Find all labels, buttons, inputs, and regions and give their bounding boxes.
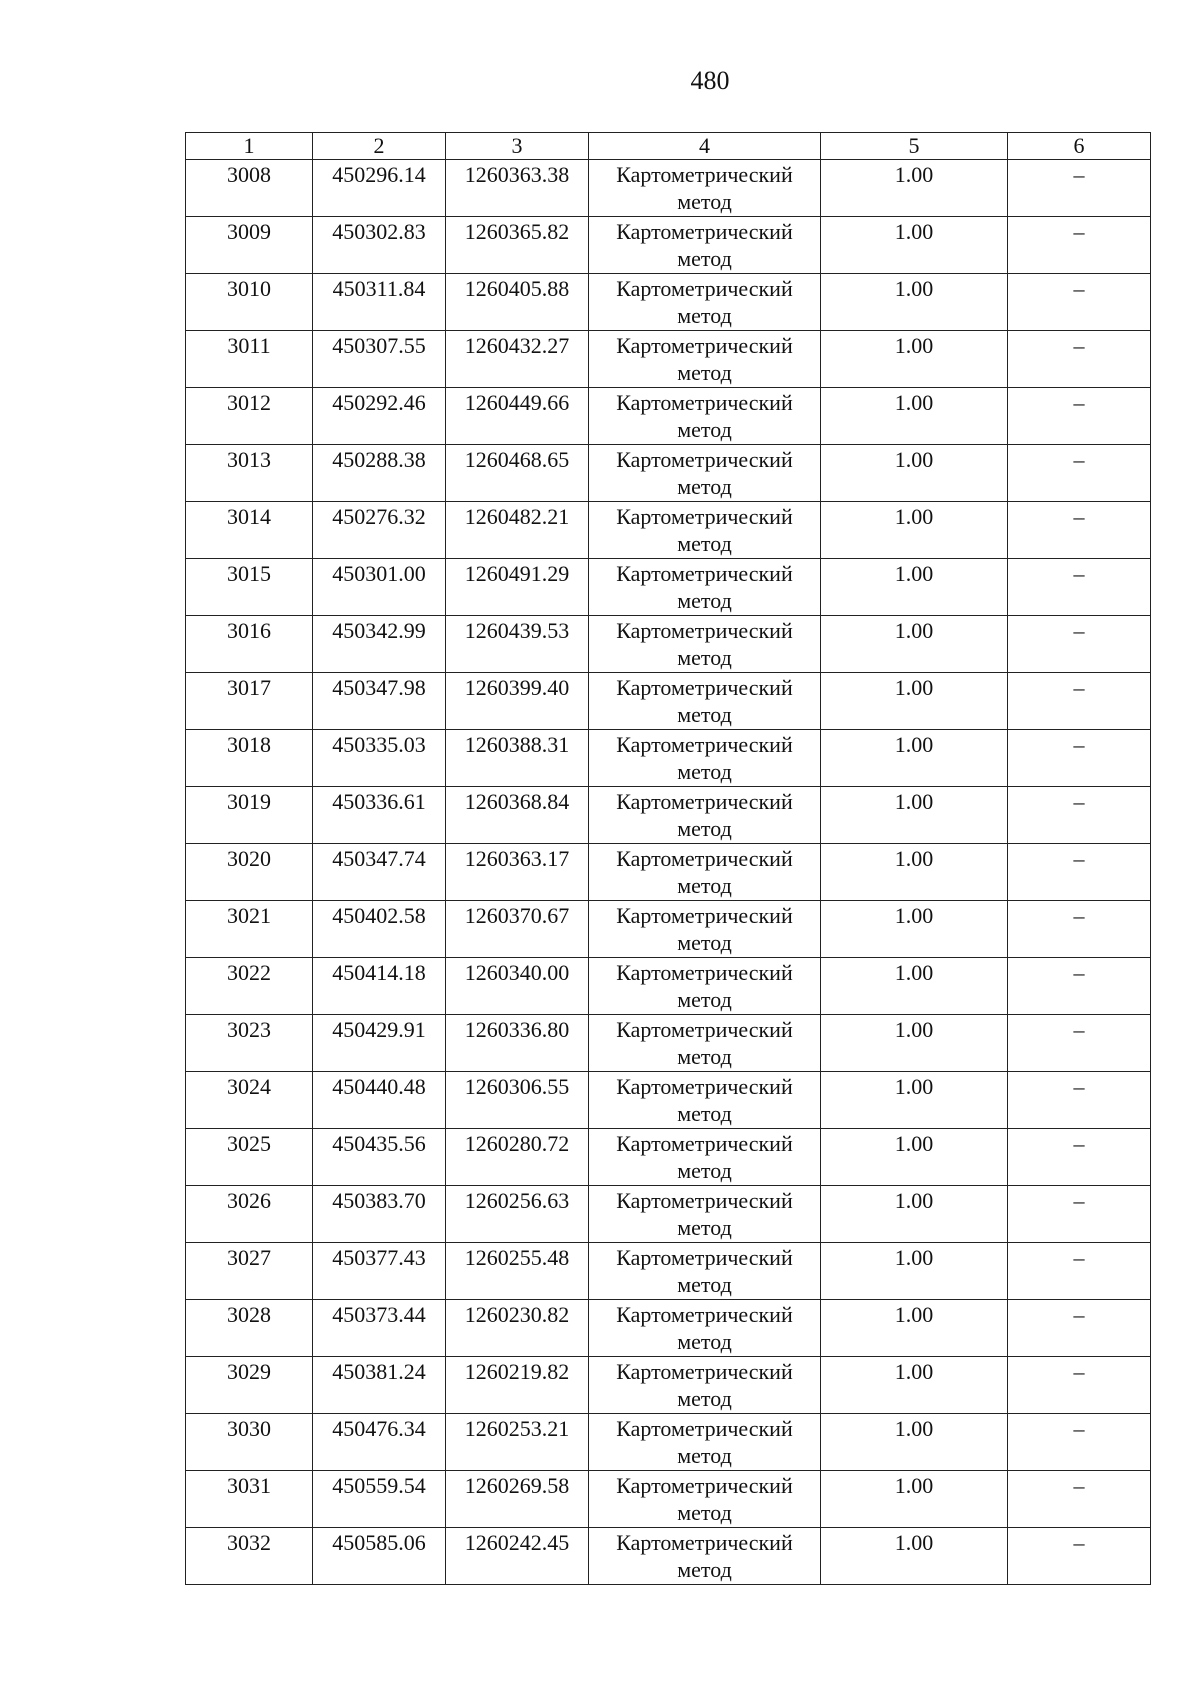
x-coordinate-cell: 450381.24 bbox=[313, 1357, 446, 1414]
table-row bbox=[186, 1414, 1151, 1471]
accuracy-cell: 1.00 bbox=[821, 901, 1008, 958]
accuracy-cell: 1.00 bbox=[821, 388, 1008, 445]
x-coordinate-cell: 450429.91 bbox=[313, 1015, 446, 1072]
point-number-cell: 3031 bbox=[186, 1471, 313, 1528]
x-coordinate-cell: 450373.44 bbox=[313, 1300, 446, 1357]
point-number-cell: 3018 bbox=[186, 730, 313, 787]
table-row bbox=[186, 901, 1151, 958]
coordinates-table bbox=[185, 132, 1151, 1585]
accuracy-cell: 1.00 bbox=[821, 1300, 1008, 1357]
note-cell: – bbox=[1008, 160, 1151, 217]
note-cell: – bbox=[1008, 1357, 1151, 1414]
y-coordinate-cell: 1260269.58 bbox=[446, 1471, 589, 1528]
method-cell: Картометрический метод bbox=[589, 445, 821, 502]
method-cell: Картометрический метод bbox=[589, 1357, 821, 1414]
accuracy-cell: 1.00 bbox=[821, 844, 1008, 901]
column-header-1: 1 bbox=[186, 133, 313, 160]
y-coordinate-cell: 1260363.38 bbox=[446, 160, 589, 217]
method-cell: Картометрический метод bbox=[589, 331, 821, 388]
accuracy-cell: 1.00 bbox=[821, 958, 1008, 1015]
point-number-cell: 3013 bbox=[186, 445, 313, 502]
point-number-cell: 3023 bbox=[186, 1015, 313, 1072]
note-cell: – bbox=[1008, 787, 1151, 844]
accuracy-cell: 1.00 bbox=[821, 1471, 1008, 1528]
method-cell: Картометрический метод bbox=[589, 1186, 821, 1243]
y-coordinate-cell: 1260306.55 bbox=[446, 1072, 589, 1129]
table-row bbox=[186, 844, 1151, 901]
accuracy-cell: 1.00 bbox=[821, 1414, 1008, 1471]
accuracy-cell: 1.00 bbox=[821, 1528, 1008, 1585]
note-cell: – bbox=[1008, 1414, 1151, 1471]
y-coordinate-cell: 1260336.80 bbox=[446, 1015, 589, 1072]
method-cell: Картометрический метод bbox=[589, 1300, 821, 1357]
y-coordinate-cell: 1260280.72 bbox=[446, 1129, 589, 1186]
y-coordinate-cell: 1260399.40 bbox=[446, 673, 589, 730]
note-cell: – bbox=[1008, 445, 1151, 502]
point-number-cell: 3012 bbox=[186, 388, 313, 445]
y-coordinate-cell: 1260256.63 bbox=[446, 1186, 589, 1243]
y-coordinate-cell: 1260219.82 bbox=[446, 1357, 589, 1414]
accuracy-cell: 1.00 bbox=[821, 1129, 1008, 1186]
x-coordinate-cell: 450435.56 bbox=[313, 1129, 446, 1186]
accuracy-cell: 1.00 bbox=[821, 673, 1008, 730]
x-coordinate-cell: 450440.48 bbox=[313, 1072, 446, 1129]
method-cell: Картометрический метод bbox=[589, 673, 821, 730]
accuracy-cell: 1.00 bbox=[821, 445, 1008, 502]
table-body bbox=[186, 160, 1151, 1585]
y-coordinate-cell: 1260340.00 bbox=[446, 958, 589, 1015]
point-number-cell: 3019 bbox=[186, 787, 313, 844]
method-cell: Картометрический метод bbox=[589, 502, 821, 559]
accuracy-cell: 1.00 bbox=[821, 502, 1008, 559]
note-cell: – bbox=[1008, 901, 1151, 958]
x-coordinate-cell: 450377.43 bbox=[313, 1243, 446, 1300]
method-cell: Картометрический метод bbox=[589, 1414, 821, 1471]
accuracy-cell: 1.00 bbox=[821, 331, 1008, 388]
table-row bbox=[186, 388, 1151, 445]
table-row bbox=[186, 1072, 1151, 1129]
point-number-cell: 3020 bbox=[186, 844, 313, 901]
y-coordinate-cell: 1260388.31 bbox=[446, 730, 589, 787]
x-coordinate-cell: 450307.55 bbox=[313, 331, 446, 388]
accuracy-cell: 1.00 bbox=[821, 1357, 1008, 1414]
note-cell: – bbox=[1008, 616, 1151, 673]
y-coordinate-cell: 1260230.82 bbox=[446, 1300, 589, 1357]
point-number-cell: 3022 bbox=[186, 958, 313, 1015]
note-cell: – bbox=[1008, 217, 1151, 274]
accuracy-cell: 1.00 bbox=[821, 730, 1008, 787]
table-row bbox=[186, 502, 1151, 559]
table-row bbox=[186, 958, 1151, 1015]
accuracy-cell: 1.00 bbox=[821, 1243, 1008, 1300]
x-coordinate-cell: 450296.14 bbox=[313, 160, 446, 217]
point-number-cell: 3025 bbox=[186, 1129, 313, 1186]
y-coordinate-cell: 1260363.17 bbox=[446, 844, 589, 901]
y-coordinate-cell: 1260242.45 bbox=[446, 1528, 589, 1585]
point-number-cell: 3032 bbox=[186, 1528, 313, 1585]
note-cell: – bbox=[1008, 388, 1151, 445]
note-cell: – bbox=[1008, 1129, 1151, 1186]
method-cell: Картометрический метод bbox=[589, 1129, 821, 1186]
table-row bbox=[186, 445, 1151, 502]
table-row bbox=[186, 616, 1151, 673]
point-number-cell: 3027 bbox=[186, 1243, 313, 1300]
point-number-cell: 3014 bbox=[186, 502, 313, 559]
method-cell: Картометрический метод bbox=[589, 160, 821, 217]
y-coordinate-cell: 1260449.66 bbox=[446, 388, 589, 445]
accuracy-cell: 1.00 bbox=[821, 559, 1008, 616]
accuracy-cell: 1.00 bbox=[821, 274, 1008, 331]
note-cell: – bbox=[1008, 1243, 1151, 1300]
table-row bbox=[186, 1357, 1151, 1414]
y-coordinate-cell: 1260255.48 bbox=[446, 1243, 589, 1300]
note-cell: – bbox=[1008, 673, 1151, 730]
table-row bbox=[186, 559, 1151, 616]
y-coordinate-cell: 1260370.67 bbox=[446, 901, 589, 958]
method-cell: Картометрический метод bbox=[589, 388, 821, 445]
page-number: 480 bbox=[690, 66, 730, 95]
point-number-cell: 3026 bbox=[186, 1186, 313, 1243]
point-number-cell: 3029 bbox=[186, 1357, 313, 1414]
accuracy-cell: 1.00 bbox=[821, 1015, 1008, 1072]
method-cell: Картометрический метод bbox=[589, 1528, 821, 1585]
table-row bbox=[186, 1243, 1151, 1300]
y-coordinate-cell: 1260468.65 bbox=[446, 445, 589, 502]
point-number-cell: 3028 bbox=[186, 1300, 313, 1357]
note-cell: – bbox=[1008, 1471, 1151, 1528]
note-cell: – bbox=[1008, 559, 1151, 616]
note-cell: – bbox=[1008, 274, 1151, 331]
note-cell: – bbox=[1008, 331, 1151, 388]
method-cell: Картометрический метод bbox=[589, 787, 821, 844]
note-cell: – bbox=[1008, 502, 1151, 559]
y-coordinate-cell: 1260439.53 bbox=[446, 616, 589, 673]
accuracy-cell: 1.00 bbox=[821, 217, 1008, 274]
method-cell: Картометрический метод bbox=[589, 1471, 821, 1528]
note-cell: – bbox=[1008, 730, 1151, 787]
point-number-cell: 3010 bbox=[186, 274, 313, 331]
accuracy-cell: 1.00 bbox=[821, 1072, 1008, 1129]
method-cell: Картометрический метод bbox=[589, 559, 821, 616]
point-number-cell: 3030 bbox=[186, 1414, 313, 1471]
y-coordinate-cell: 1260365.82 bbox=[446, 217, 589, 274]
column-header-5: 5 bbox=[821, 133, 1008, 160]
y-coordinate-cell: 1260405.88 bbox=[446, 274, 589, 331]
x-coordinate-cell: 450476.34 bbox=[313, 1414, 446, 1471]
point-number-cell: 3009 bbox=[186, 217, 313, 274]
x-coordinate-cell: 450347.74 bbox=[313, 844, 446, 901]
y-coordinate-cell: 1260432.27 bbox=[446, 331, 589, 388]
table-row bbox=[186, 217, 1151, 274]
x-coordinate-cell: 450402.58 bbox=[313, 901, 446, 958]
method-cell: Картометрический метод bbox=[589, 1243, 821, 1300]
table-row bbox=[186, 1186, 1151, 1243]
x-coordinate-cell: 450347.98 bbox=[313, 673, 446, 730]
x-coordinate-cell: 450302.83 bbox=[313, 217, 446, 274]
method-cell: Картометрический метод bbox=[589, 616, 821, 673]
point-number-cell: 3024 bbox=[186, 1072, 313, 1129]
point-number-cell: 3015 bbox=[186, 559, 313, 616]
method-cell: Картометрический метод bbox=[589, 730, 821, 787]
x-coordinate-cell: 450288.38 bbox=[313, 445, 446, 502]
point-number-cell: 3016 bbox=[186, 616, 313, 673]
table-row bbox=[186, 1015, 1151, 1072]
column-header-2: 2 bbox=[313, 133, 446, 160]
y-coordinate-cell: 1260368.84 bbox=[446, 787, 589, 844]
method-cell: Картометрический метод bbox=[589, 217, 821, 274]
accuracy-cell: 1.00 bbox=[821, 787, 1008, 844]
y-coordinate-cell: 1260482.21 bbox=[446, 502, 589, 559]
method-cell: Картометрический метод bbox=[589, 901, 821, 958]
note-cell: – bbox=[1008, 1072, 1151, 1129]
method-cell: Картометрический метод bbox=[589, 1015, 821, 1072]
method-cell: Картометрический метод bbox=[589, 958, 821, 1015]
accuracy-cell: 1.00 bbox=[821, 1186, 1008, 1243]
note-cell: – bbox=[1008, 1015, 1151, 1072]
column-header-4: 4 bbox=[589, 133, 821, 160]
x-coordinate-cell: 450383.70 bbox=[313, 1186, 446, 1243]
column-header-3: 3 bbox=[446, 133, 589, 160]
table-row bbox=[186, 1300, 1151, 1357]
table-row bbox=[186, 160, 1151, 217]
y-coordinate-cell: 1260253.21 bbox=[446, 1414, 589, 1471]
x-coordinate-cell: 450335.03 bbox=[313, 730, 446, 787]
table-row bbox=[186, 1129, 1151, 1186]
table-row bbox=[186, 1528, 1151, 1585]
table-row bbox=[186, 787, 1151, 844]
x-coordinate-cell: 450301.00 bbox=[313, 559, 446, 616]
table-row bbox=[186, 274, 1151, 331]
x-coordinate-cell: 450311.84 bbox=[313, 274, 446, 331]
x-coordinate-cell: 450342.99 bbox=[313, 616, 446, 673]
method-cell: Картометрический метод bbox=[589, 844, 821, 901]
note-cell: – bbox=[1008, 1186, 1151, 1243]
accuracy-cell: 1.00 bbox=[821, 616, 1008, 673]
table-row bbox=[186, 331, 1151, 388]
note-cell: – bbox=[1008, 1300, 1151, 1357]
table-row bbox=[186, 673, 1151, 730]
column-header-6: 6 bbox=[1008, 133, 1151, 160]
x-coordinate-cell: 450559.54 bbox=[313, 1471, 446, 1528]
x-coordinate-cell: 450336.61 bbox=[313, 787, 446, 844]
x-coordinate-cell: 450292.46 bbox=[313, 388, 446, 445]
table-header-row bbox=[186, 133, 1151, 160]
x-coordinate-cell: 450276.32 bbox=[313, 502, 446, 559]
y-coordinate-cell: 1260491.29 bbox=[446, 559, 589, 616]
x-coordinate-cell: 450585.06 bbox=[313, 1528, 446, 1585]
note-cell: – bbox=[1008, 958, 1151, 1015]
table-row bbox=[186, 1471, 1151, 1528]
point-number-cell: 3011 bbox=[186, 331, 313, 388]
accuracy-cell: 1.00 bbox=[821, 160, 1008, 217]
method-cell: Картометрический метод bbox=[589, 1072, 821, 1129]
table-row bbox=[186, 730, 1151, 787]
note-cell: – bbox=[1008, 844, 1151, 901]
method-cell: Картометрический метод bbox=[589, 274, 821, 331]
x-coordinate-cell: 450414.18 bbox=[313, 958, 446, 1015]
point-number-cell: 3021 bbox=[186, 901, 313, 958]
note-cell: – bbox=[1008, 1528, 1151, 1585]
point-number-cell: 3017 bbox=[186, 673, 313, 730]
point-number-cell: 3008 bbox=[186, 160, 313, 217]
